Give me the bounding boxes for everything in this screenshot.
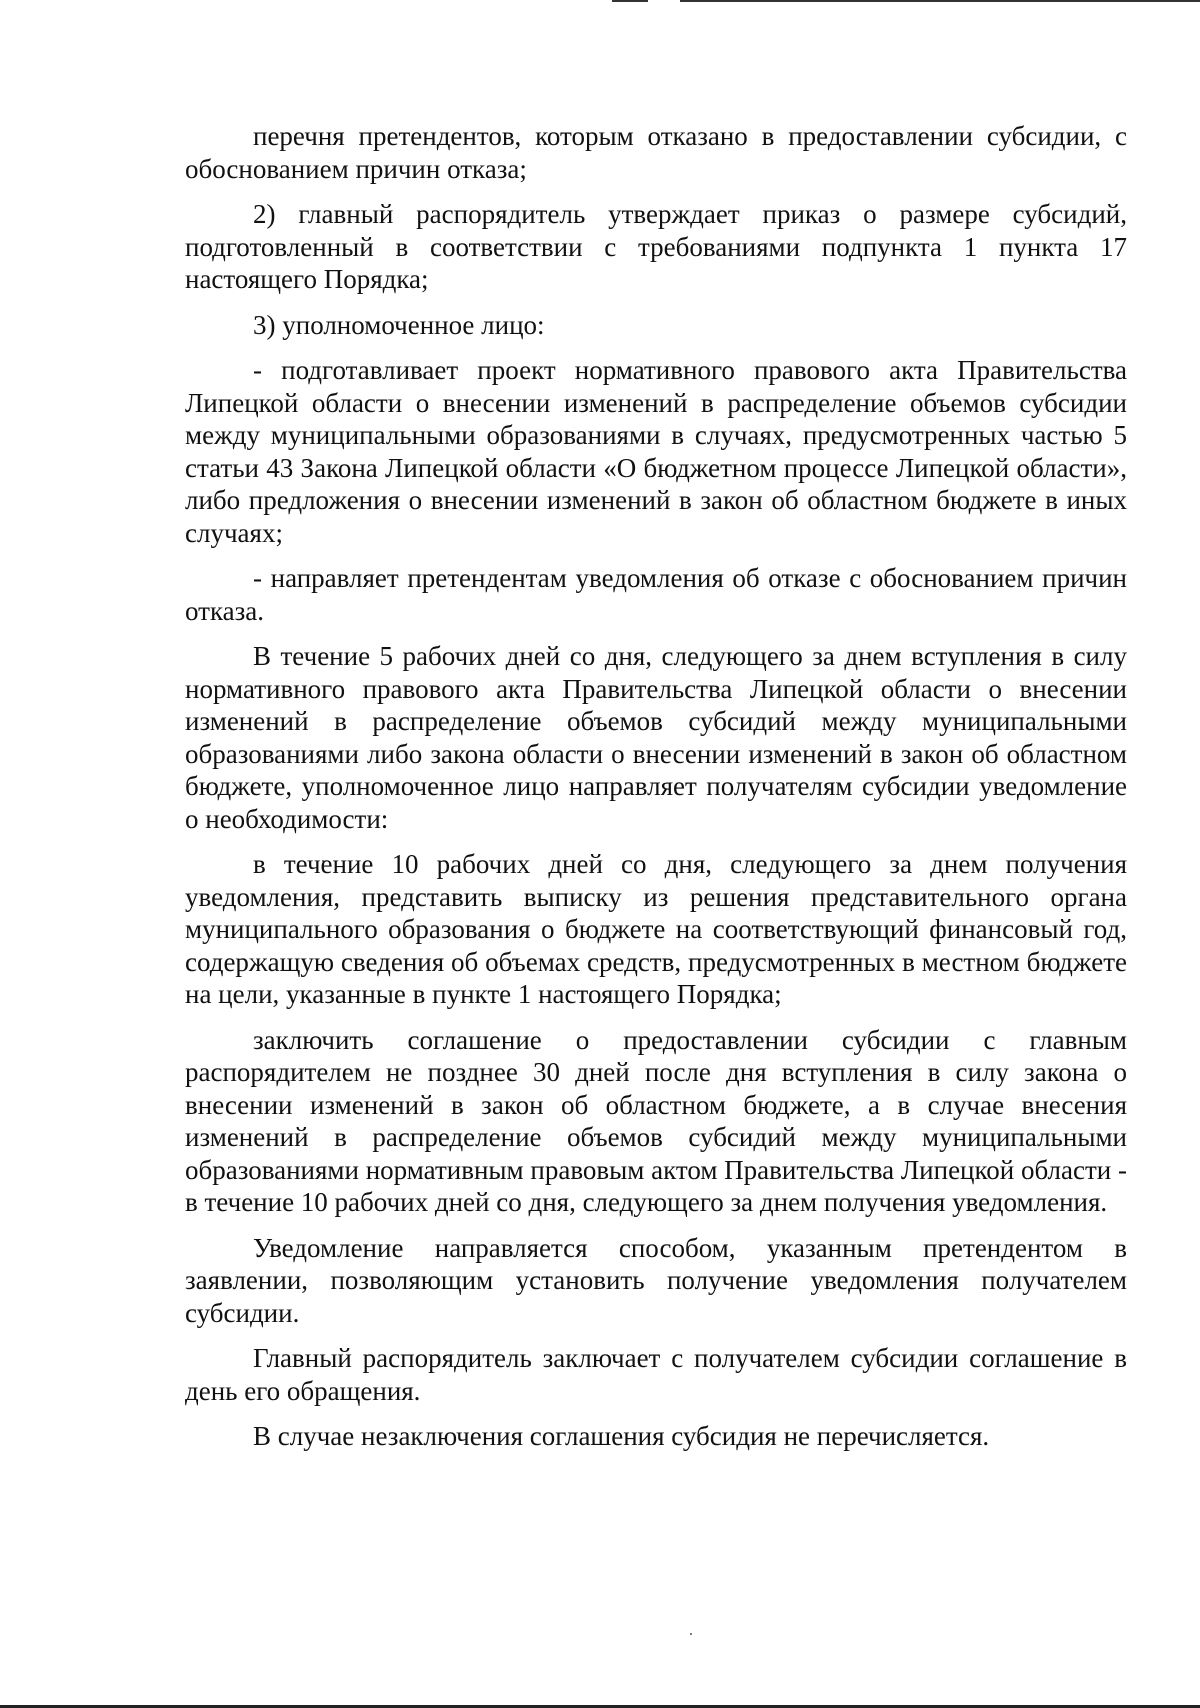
paragraph-agreement-day: Главный распорядитель заключает с получателем субсидии соглашение в день его обращения.	[185, 1343, 1127, 1406]
paragraph-item-3: 3) уполномоченное лицо:	[253, 309, 545, 340]
paragraph-within-10-days: в течение 10 рабочих дней со дня, следующего за днем получения уведомления, представить выписку из решения представительного органа муниципального образования о бюджете на соответствующий финансовый год, содержащую сведения об объемах средств, предусмотренных в местном бюджете на цели, указанные в пункте 1 настоящего Порядка;	[185, 849, 1127, 1009]
paragraph-within-5-days: В течение 5 рабочих дней со дня, следующего за днем вступления в силу нормативного правового акта Правительства Липецкой области о внесении изменений в распределение объемов субсидий между муниципальными образованиями либо закона области о внесении изменений в закон об областном бюджете, уполномоченное лицо направляет получателям субсидии уведомление о необходимости:	[185, 641, 1127, 834]
paragraph-notification-method: Уведомление направляется способом, указанным претендентом в заявлении, позволяющим установить получение уведомления получателем субсидии.	[185, 1232, 1127, 1328]
paragraph-bullet-notify: - направляет претендентам уведомления об отказе с обоснованием причин отказа.	[185, 563, 1127, 626]
scan-top-border	[612, 0, 1200, 2]
paragraph-no-agreement: В случае незаключения соглашения субсидия не перечисляется.	[253, 1421, 990, 1451]
paragraph-conclude-agreement: заключить соглашение о предоставлении субсидии с главным распорядителем не позднее 30 дней после дня вступления в силу закона о внесении изменений в закон об областном бюджете, а в случае внесения изменений в распределение объемов субсидий между муниципальными образованиями нормативным правовым актом Правительства Липецкой области - в течение 10 рабочих дней со дня, следующего за днем получения уведомления.	[185, 1024, 1127, 1217]
paragraph-continuation: перечня претендентов, которым отказано в предоставлении субсидии, с обоснованием причин отказа;	[185, 121, 1127, 184]
paragraph-item-2: 2) главный распорядитель утверждает приказ о размере субсидий, подготовленный в соответствии с требованиями подпункта 1 пункта 17 настоящего Порядка;	[185, 199, 1127, 294]
document-body	[185, 120, 1127, 1466]
scan-speck	[690, 1633, 692, 1635]
paragraph-bullet-prepare: - подготавливает проект нормативного правового акта Правительства Липецкой области о внесении изменений в распределение объемов субсидии между муниципальными образованиями в случаях, предусмотренных частью 5 статьи 43 Закона Липецкой области «О бюджетном процессе Липецкой области», либо предложения о внесении изменений в закон об областном бюджете в иных случаях;	[185, 355, 1127, 548]
scan-top-border-gap	[648, 0, 680, 2]
